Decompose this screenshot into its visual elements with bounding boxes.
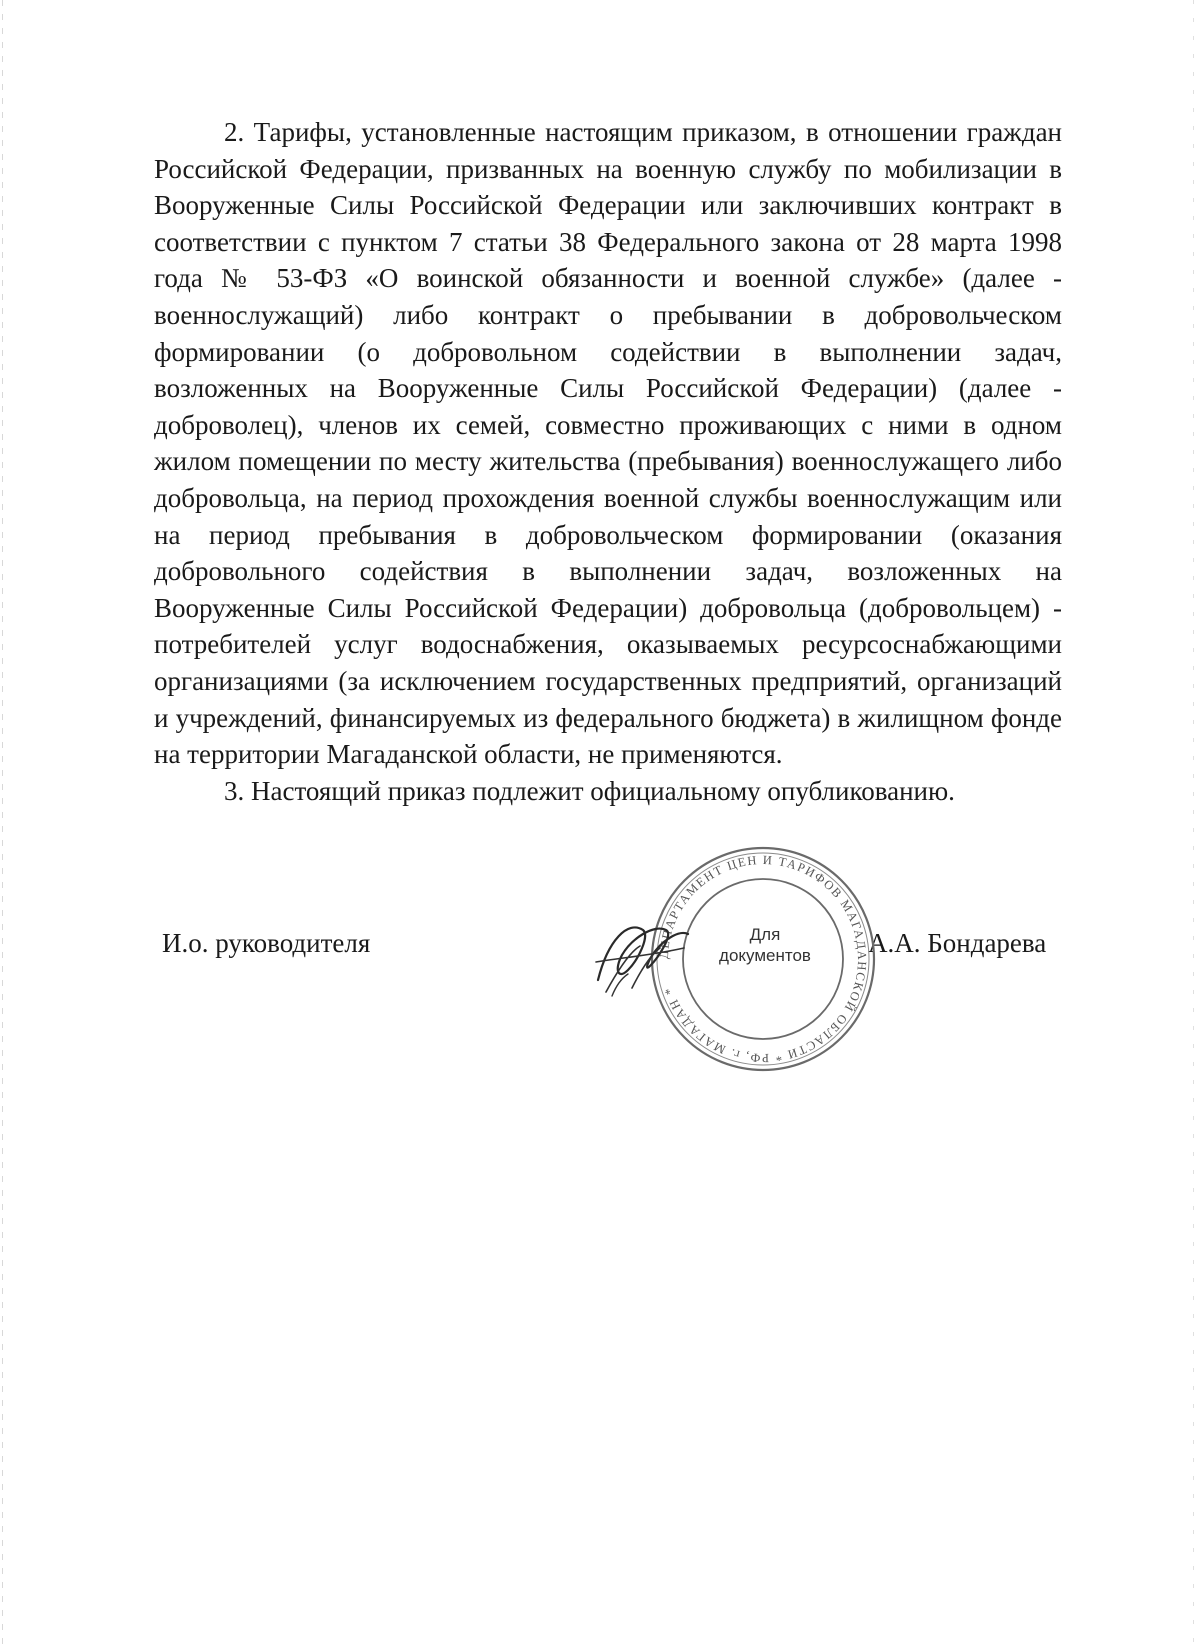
scan-edge-left [2,0,3,1652]
stamp-center-line1: Для [749,925,781,944]
paragraph-3: 3. Настоящий приказ подлежит официальному опубликованию. [224,775,955,806]
document-body [154,114,1062,809]
stamp-center-label [700,924,830,966]
scan-edge-right [1193,0,1194,1652]
signatory-title: И.о. руководителя [162,928,371,958]
stamp-center-line2: документов [719,946,811,965]
stamp-ring-text: ДЕПАРТАМЕНТ ЦЕН И ТАРИФОВ МАГАДАНСКОЙ ОБЛАСТИ * РФ, г. МАГАДАН * [656,852,870,1066]
signatory-name: А.А. Бондарева [868,928,1047,958]
handwritten-signature [588,900,698,1010]
paragraph-2: 2. Тарифы, установленные настоящим приказом, в отношении граждан Российской Федерации, призванных на военную службу по мобилизации в Вооруженные Силы Российской Федерации или заключивших контракт в соответствии с пунктом 7 статьи 38 Федерального закона от 28 марта 1998 года № 53-ФЗ «О воинской обязанности и военной службе» (далее - военнослужащий) либо контракт о пребывании в добровольческом формировании (о добровольном содействии в выполнении задач, возложенных на Вооруженные Силы Российской Федерации) (далее - доброволец), членов их семей, совместно проживающих с ними в одном жилом помещении по месту жительства (пребывания) военнослужащего либо добровольца, на период прохождения военной службы военнослужащим или на период пребывания в добровольческом формировании (оказания добровольного содействия в выполнении задач, возложенных на Вооруженные Силы Российской Федерации) добровольца (добровольцем) - потребителей услуг водоснабжения, оказываемых ресурсоснабжающими организациями (за исключением государственных предприятий, организаций и учреждений, финансируемых из федерального бюджета) в жилищном фонде на территории Магаданской области, не применяются. [154,117,1062,770]
